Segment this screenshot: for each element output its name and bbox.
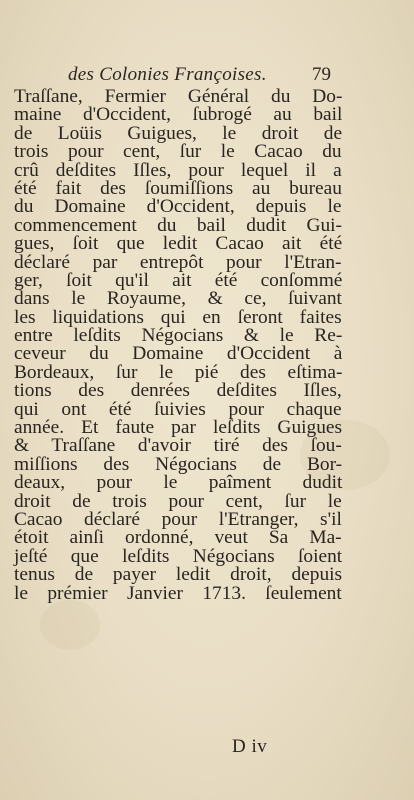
text-line: de Loüis Guigues, le droit de bbox=[14, 122, 343, 144]
text-line: du Domaine d'Occident, depuis le bbox=[14, 196, 342, 218]
text-line: miſſions des Négocians de Bor- bbox=[14, 453, 343, 475]
text-line: étoit ainſi ordonné, veut Sa Ma- bbox=[14, 527, 342, 549]
text-line: ger, ſoit qu'il ait été conſommé bbox=[14, 269, 343, 291]
text-line: Bordeaux, ſur le pié des eſtima- bbox=[14, 361, 343, 383]
text-line: entre leſdits Négocians & le Re- bbox=[14, 325, 343, 347]
text-line: maine d'Occident, ſubrogé au bail bbox=[14, 104, 343, 126]
paper-stain bbox=[40, 600, 100, 650]
text-line: dans le Royaume, & ce, ſuivant bbox=[14, 288, 342, 310]
text-line: déclaré par entrepôt pour l'Etran- bbox=[14, 251, 342, 273]
text-line: Cacao déclaré pour l'Etranger, s'il bbox=[14, 508, 342, 530]
text-line: été fait des ſoumiſſions au bureau bbox=[14, 177, 342, 199]
catchword: D iv bbox=[232, 736, 268, 757]
text-line: tenus de payer ledit droit, depuis bbox=[14, 564, 343, 586]
text-line: commencement du bail dudit Gui- bbox=[14, 214, 343, 236]
text-line: gues, ſoit que ledit Cacao ait été bbox=[14, 233, 343, 255]
text-line: droit de trois pour cent, ſur le bbox=[14, 490, 342, 512]
text-line: tions des denrées deſdites Iſles, bbox=[14, 380, 342, 402]
text-line: & Traſſane d'avoir tiré des ſou- bbox=[14, 435, 342, 457]
body-text bbox=[14, 88, 342, 603]
text-line: année. Et faute par leſdits Guigues bbox=[14, 417, 343, 439]
text-line: qui ont été ſuivies pour chaque bbox=[14, 398, 342, 420]
text-line: les liquidations qui en ſeront faites bbox=[14, 306, 342, 328]
page-number: 79 bbox=[312, 64, 331, 85]
text-line: Traſſane, Fermier Général du Do- bbox=[14, 86, 343, 107]
text-line: ceveur du Domaine d'Occident à bbox=[14, 343, 343, 365]
text-line: jeſté que leſdits Négocians ſoient bbox=[14, 545, 343, 567]
text-line: deaux, pour le paîment dudit bbox=[14, 472, 343, 494]
page-header bbox=[0, 64, 414, 88]
text-line: le prémier Janvier 1713. ſeulement bbox=[14, 582, 342, 604]
text-line: trois pour cent, ſur le Cacao du bbox=[14, 141, 342, 163]
running-title: des Colonies Françoises. bbox=[68, 64, 267, 85]
text-line: crû deſdites Iſles, pour lequel il a bbox=[14, 159, 342, 181]
